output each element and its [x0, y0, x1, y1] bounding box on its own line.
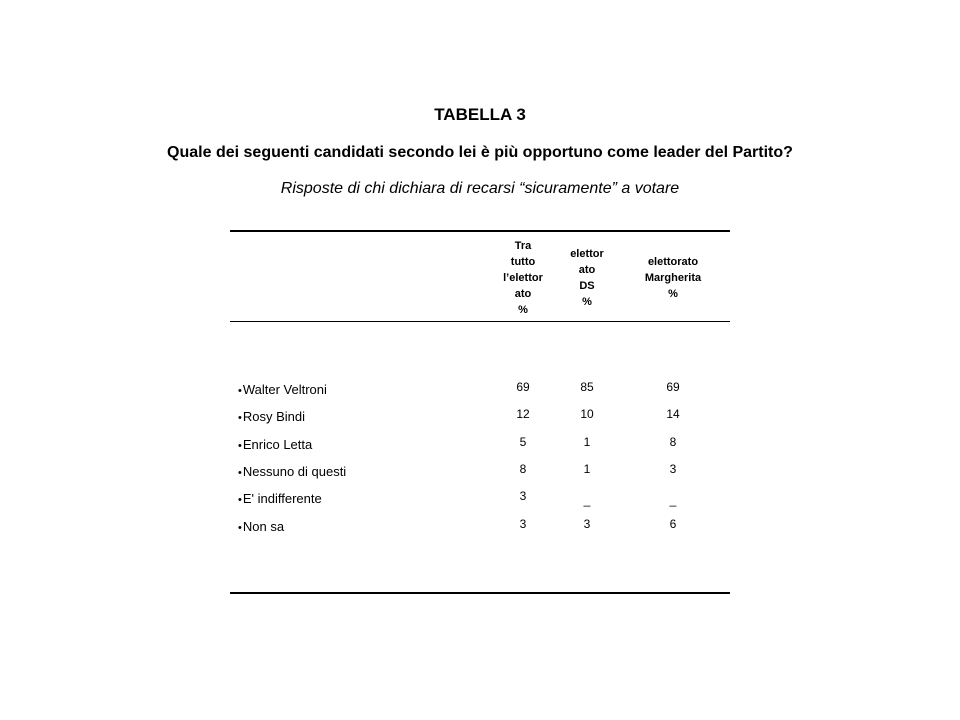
value-total: 3 [519, 517, 527, 531]
column-header-line: ato [514, 288, 532, 300]
value-total: 5 [519, 435, 527, 449]
value-margherita: 6 [669, 517, 677, 531]
column-header-line: % [518, 304, 528, 316]
column-header-line: tutto [510, 256, 536, 268]
value-ds: 1 [583, 462, 591, 476]
column-header-ds [557, 246, 617, 310]
column-header-line: l’elettor [503, 272, 543, 284]
column-header-line: % [668, 288, 678, 300]
top-rule [230, 230, 730, 232]
bullet-icon: • [238, 494, 242, 506]
bullet-icon: • [238, 522, 242, 534]
row-label [238, 519, 284, 534]
table-row [238, 409, 718, 429]
candidate-name: Non sa [242, 519, 285, 534]
column-header-line: Tra [514, 240, 532, 252]
value-total: 8 [519, 462, 527, 476]
table-subtitle: Risposte di chi dichiara di recarsi “sicuramente” a votare [280, 180, 680, 197]
column-header-line: Margherita [644, 272, 702, 284]
table-row [238, 382, 718, 402]
value-margherita: 69 [666, 380, 680, 394]
table-title: TABELLA 3 [434, 105, 526, 124]
column-header-line: ato [578, 264, 596, 276]
header-rule [230, 321, 730, 322]
row-label [238, 437, 312, 452]
column-header-line: DS [579, 280, 595, 292]
column-header-total [493, 238, 553, 318]
row-label [238, 409, 305, 424]
value-margherita: _ [669, 493, 677, 507]
row-label [238, 464, 346, 479]
candidate-name: Nessuno di questi [242, 464, 347, 479]
bullet-icon: • [238, 467, 242, 479]
bullet-icon: • [238, 385, 242, 397]
bullet-icon: • [238, 440, 242, 452]
value-total: 69 [516, 380, 530, 394]
value-ds: 85 [580, 380, 594, 394]
table-row [238, 519, 718, 539]
row-label [238, 491, 322, 506]
row-label [238, 382, 327, 397]
column-header-margherita [628, 254, 718, 302]
value-ds: _ [583, 493, 591, 507]
value-margherita: 3 [669, 462, 677, 476]
candidate-name: Walter Veltroni [242, 382, 327, 397]
candidate-name: Enrico Letta [242, 437, 313, 452]
table-row [238, 437, 718, 457]
value-margherita: 8 [669, 435, 677, 449]
candidate-name: Rosy Bindi [242, 409, 305, 424]
column-header-line: elettorato [647, 256, 699, 268]
value-ds: 1 [583, 435, 591, 449]
survey-question: Quale dei seguenti candidati secondo lei è più opportuno come leader del Partito? [167, 144, 793, 161]
table-row [238, 464, 718, 484]
value-ds: 10 [580, 407, 594, 421]
bottom-rule [230, 592, 730, 594]
column-header-line: elettor [570, 248, 604, 260]
candidate-name: E' indifferente [242, 491, 322, 506]
value-total: 12 [516, 407, 530, 421]
value-ds: 3 [583, 517, 591, 531]
value-margherita: 14 [666, 407, 680, 421]
column-header-line: % [582, 296, 592, 308]
table-row [238, 491, 718, 511]
value-total: 3 [519, 489, 527, 503]
bullet-icon: • [238, 412, 242, 424]
